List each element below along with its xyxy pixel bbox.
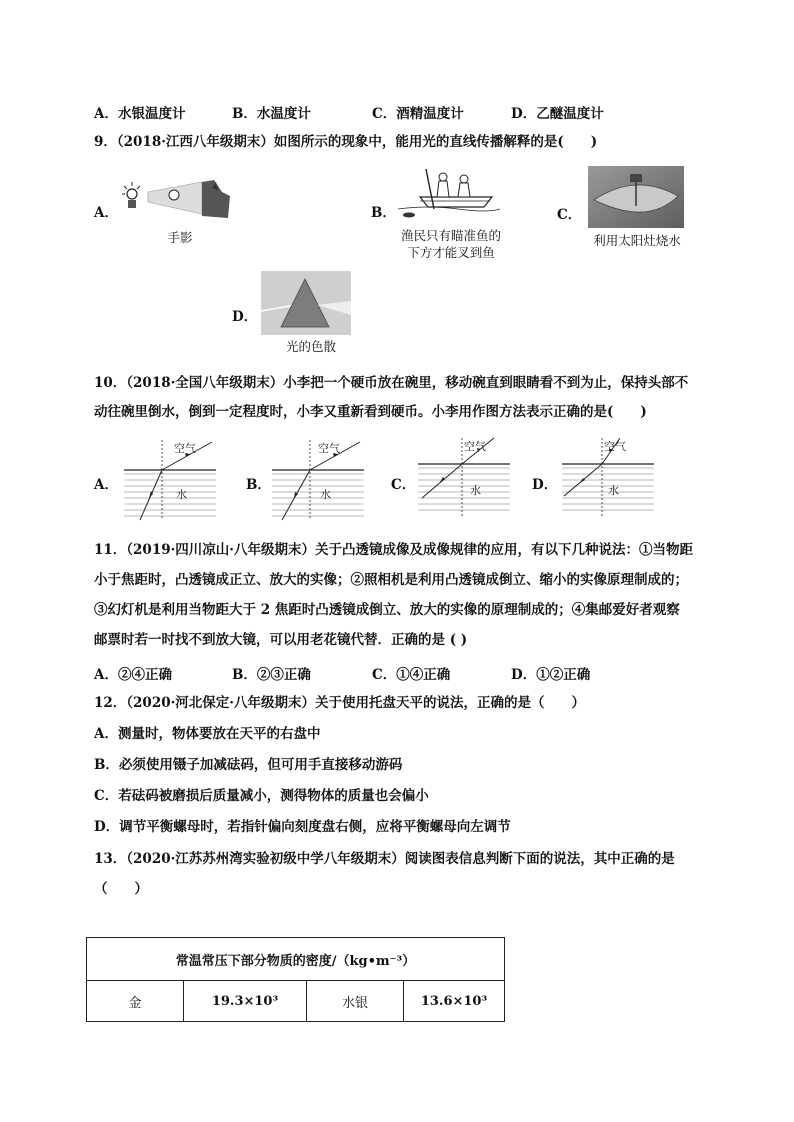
- q11-option-c: C．①④正确: [372, 667, 451, 683]
- density-cell-value-1: 19.3×10³: [184, 981, 307, 1022]
- prism-dispersion-image: [261, 271, 351, 335]
- hand-shadow-image: [118, 178, 243, 223]
- density-table-title: 常温常压下部分物质的密度/（kg•m⁻³）: [87, 938, 505, 981]
- q11-option-d: D．①②正确: [511, 667, 591, 683]
- density-cell-value-2: 13.6×10³: [404, 981, 505, 1022]
- q9-label-b: B．: [371, 205, 396, 221]
- q11-option-b: B．②③正确: [232, 667, 311, 683]
- q10-label-b: B．: [246, 477, 271, 493]
- q11-line-1: 11．（2019·四川凉山·八年级期末）关于凸透镜成像及成像规律的应用，有以下几种说法：①当物距: [94, 542, 694, 558]
- q10-line-2: 动往碗里倒水，倒到一定程度时，小李又重新看到硬币。小李用作图方法表示正确的是( ): [94, 404, 647, 420]
- q10a-water-label: 水: [176, 488, 187, 501]
- q10-label-c: C．: [391, 477, 416, 493]
- q10-diagram-a: [120, 436, 220, 522]
- q9-caption-b-line1: 渔民只有瞄准鱼的: [400, 228, 501, 243]
- q12-option-c: C．若砝码被磨损后质量减小，测得物体的质量也会偏小: [94, 788, 429, 804]
- q8-option-b: B．水温度计: [232, 106, 311, 122]
- q10-diagram-c: [414, 436, 514, 522]
- q10c-air-label: 空气: [464, 440, 486, 453]
- density-cell-substance-2: 水银: [307, 981, 404, 1022]
- q9-label-c: C．: [557, 207, 582, 223]
- q10-label-a: A．: [94, 477, 118, 493]
- q12-option-b: B．必须使用镊子加减砝码，但可用手直接移动游码: [94, 757, 403, 773]
- q11-option-a: A．②④正确: [94, 667, 172, 683]
- q13-stem: 13．（2020·江苏苏州湾实验初级中学八年级期末）阅读图表信息判断下面的说法，其中正确的是: [94, 851, 675, 867]
- table-row: [87, 981, 505, 1022]
- q9-caption-b: [396, 227, 506, 261]
- density-cell-substance-1: 金: [87, 981, 184, 1022]
- q9-label-a: A．: [94, 205, 118, 221]
- q11-line-3: ③幻灯机是利用当物距大于 2 焦距时凸透镜成倒立、放大的实像的原理制成的；④集邮爱好者观察: [94, 602, 680, 618]
- q9-caption-a: 手影: [167, 230, 193, 245]
- q10b-water-label: 水: [320, 488, 331, 501]
- q10b-air-label: 空气: [318, 442, 340, 455]
- q9-label-d: D．: [232, 309, 258, 325]
- q10c-water-label: 水: [470, 484, 481, 497]
- q13-stem-paren: （ ）: [94, 881, 148, 897]
- q8-option-c: C．酒精温度计: [372, 106, 464, 122]
- q9-caption-b-line2: 下方才能叉到鱼: [407, 245, 495, 260]
- q10a-air-label: 空气: [174, 442, 196, 455]
- q9-caption-d: 光的色散: [285, 339, 336, 354]
- fisherman-boat-image: [398, 165, 500, 220]
- q10-line-1: 10．（2018·全国八年级期末）小李把一个硬币放在碗里，移动碗直到眼睛看不到为止，保持头部不: [94, 375, 689, 391]
- q9-caption-c: 利用太阳灶烧水: [593, 233, 681, 248]
- q8-option-a: A．水银温度计: [94, 106, 186, 122]
- q12-option-a: A．测量时，物体要放在天平的右盘中: [94, 726, 321, 742]
- q12-stem: 12．（2020·河北保定·八年级期末）关于使用托盘天平的说法，正确的是（ ）: [94, 695, 586, 711]
- q11-line-4: 邮票时若一时找不到放大镜，可以用老花镜代替．正确的是 ( ): [94, 632, 468, 648]
- density-table-title-row: [87, 938, 505, 981]
- q10-diagram-d: [558, 436, 658, 522]
- q10d-water-label: 水: [608, 484, 619, 497]
- q8-option-d: D．乙醚温度计: [511, 106, 604, 122]
- q11-line-2: 小于焦距时，凸透镜成正立、放大的实像；②照相机是利用凸透镜成倒立、缩小的实像原理制成的；: [94, 572, 688, 588]
- q12-option-d: D．调节平衡螺母时，若指针偏向刻度盘右侧，应将平衡螺母向左调节: [94, 819, 511, 835]
- density-table: [86, 937, 505, 1022]
- q10d-air-label: 空气: [604, 440, 626, 453]
- solar-cooker-image: [588, 166, 684, 228]
- q9-stem: 9．（2018·江西八年级期末）如图所示的现象中，能用光的直线传播解释的是( ): [94, 134, 598, 150]
- q10-label-d: D．: [532, 477, 558, 493]
- q10-diagram-b: [268, 436, 368, 522]
